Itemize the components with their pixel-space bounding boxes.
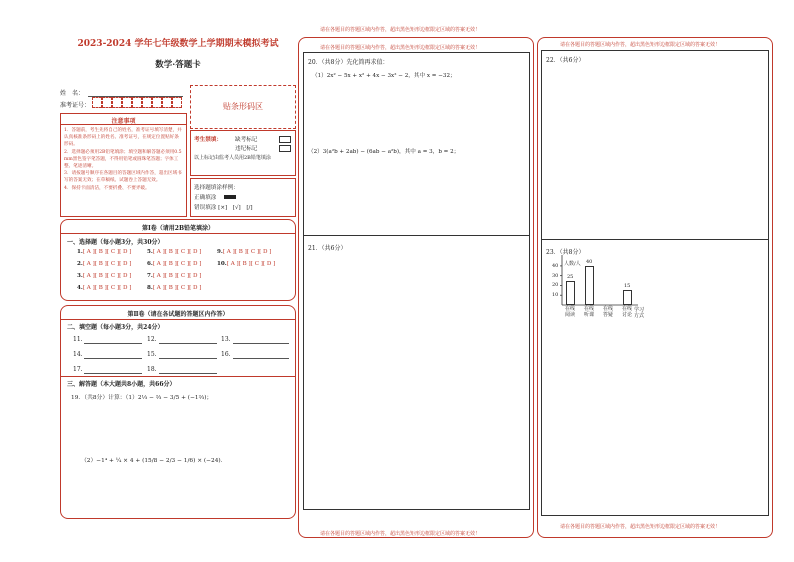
question-19-part-2: （2）−1⁴ + ¼ × 4 + (15/8 − 2/3 − 1/6) × (−24)． (81, 458, 227, 464)
choice-bubble[interactable]: [ C ] (106, 285, 120, 291)
answer-card-subtitle: 数学·答题卡 (155, 60, 201, 70)
absence-label: 考生禁填： (194, 137, 222, 143)
y-tick-label: 10 (552, 292, 559, 299)
choice-bubble[interactable]: [ A ] (152, 249, 165, 255)
fill-number: 12. (147, 336, 157, 343)
warning-text: 请在各题目的答题区域内作答，超出黑色矩形边框限定区域的答案无效！ (320, 531, 481, 537)
question-19: 19．（共8分）计算：（1）2⅓ − ⅔ − 3/5 + (−1⅔)； (71, 395, 213, 401)
category-label: 在线答疑 (603, 306, 614, 318)
fill-section-title: 二、填空题（每小题3分，共24分） (67, 324, 164, 331)
choice-bubble[interactable]: [ C ] (106, 249, 120, 255)
notice-item: 3．请按题号顺序在各题目的答题区域内作答，超出区域书写的答案无效；在草稿纸、试题卷上答题无效。 (64, 171, 182, 184)
choice-bubble[interactable]: [ C ] (106, 261, 120, 267)
part1-heading: 第Ⅰ卷（请用2B铅笔填涂） (141, 225, 215, 232)
chart-y-label: 人数/人 (564, 261, 581, 267)
choice-bubble[interactable]: [ C ] (106, 273, 120, 279)
violation-mark-label: 违纪标记 (235, 146, 258, 152)
warning-text: 请在各题目的答题区域内作答，超出黑色矩形边框限定区域的答案无效！ (560, 42, 721, 48)
choice-bubble[interactable]: [ D ] (119, 285, 132, 291)
question-23: 23．（共8分） (546, 249, 585, 256)
answer-area-20[interactable] (308, 83, 526, 233)
answer-area-19[interactable] (67, 406, 289, 514)
question-number: 3. (77, 273, 83, 279)
choice-bubble[interactable]: [ B ] (94, 249, 107, 255)
question-number: 4. (77, 285, 83, 291)
choice-bubble[interactable]: [ D ] (119, 261, 132, 267)
chart-bar (585, 266, 594, 305)
fill-answer-17[interactable] (84, 373, 142, 374)
correct-fill-label: 正确填涂 (194, 195, 217, 201)
data-label: 25 (567, 273, 574, 280)
choice-bubble[interactable]: [ D ] (262, 261, 276, 267)
part2-box (60, 305, 296, 519)
choice-section-title: 一、选择题（每小题3分，共30分） (67, 239, 164, 246)
notice-box (60, 113, 187, 217)
question-number: 8. (147, 285, 153, 291)
y-tick-label: 30 (552, 272, 559, 279)
choice-bubble[interactable]: [ B ] (164, 249, 177, 255)
fill-number: 16. (221, 351, 231, 358)
choice-bubble[interactable]: [ C ] (176, 249, 190, 255)
fill-example-title: 选择题填涂样例： (194, 185, 239, 191)
choice-bubble[interactable]: [ A ] (82, 261, 95, 267)
choice-bubble[interactable]: [ D ] (259, 249, 272, 255)
missing-mark-box[interactable] (279, 136, 291, 143)
question-20: 20．（共8分）先化简再求值： (308, 59, 389, 66)
choice-bubble[interactable]: [ A ] (226, 261, 239, 267)
question-number: 1. (77, 249, 83, 255)
choice-bubble[interactable]: [ B ] (164, 285, 177, 291)
fill-number: 14. (73, 351, 83, 358)
barcode-area (190, 85, 296, 129)
choice-bubble[interactable]: [ A ] (152, 273, 165, 279)
chart-x-label: 学习方式 (634, 307, 645, 319)
category-label: 在线阅读 (565, 306, 576, 318)
question-number: 10. (217, 261, 227, 267)
chart-bar (566, 281, 575, 305)
fill-example-box (190, 178, 296, 217)
choice-bubble[interactable]: [ C ] (176, 261, 190, 267)
chart-bar (623, 290, 632, 305)
answer-frame-20-21 (303, 52, 530, 510)
fill-number: 13. (221, 336, 231, 343)
question-22: 22．（共6分） (546, 57, 585, 64)
fill-answer-12[interactable] (159, 343, 217, 344)
notice-heading: 注意事项 (111, 118, 136, 125)
choice-bubble[interactable]: [ B ] (94, 285, 107, 291)
fill-answer-11[interactable] (84, 343, 142, 344)
answer-area-23[interactable] (546, 351, 764, 511)
fill-answer-18[interactable] (159, 373, 217, 374)
choice-bubble[interactable]: [ D ] (189, 273, 202, 279)
y-tick-label: 40 (552, 262, 559, 269)
fill-number: 17. (73, 366, 83, 373)
exam-id-boxes[interactable] (92, 97, 186, 108)
y-tick-label: 20 (552, 282, 559, 289)
fill-number: 18. (147, 366, 157, 373)
fill-answer-13[interactable] (233, 343, 289, 344)
choice-bubble[interactable]: [ D ] (189, 285, 202, 291)
choice-bubble[interactable]: [ A ] (222, 249, 235, 255)
choice-bubble[interactable]: [ B ] (164, 273, 177, 279)
question-number: 2. (77, 261, 83, 267)
exam-id-label: 准考证号： (60, 102, 91, 109)
notice-item: 4．保持卡面清洁，不要折叠、不要弄破。 (64, 185, 150, 191)
choice-row (77, 273, 131, 279)
fill-answer-15[interactable] (159, 358, 217, 359)
missing-mark-label: 缺考标记 (235, 137, 258, 143)
choice-row (147, 285, 201, 291)
choice-bubble[interactable]: [ A ] (152, 285, 165, 291)
correct-fill-sample (224, 195, 236, 199)
question-20-part-2: （2）3(a²b + 2ab) − (6ab − a²b)，其中 a = 3，b = 2； (308, 149, 460, 155)
warning-text: 请在各题目的答题区域内作答，超出黑色矩形边框限定区域的答案无效！ (320, 27, 481, 33)
choice-row (217, 249, 271, 255)
choice-row (77, 249, 131, 255)
choice-bubble[interactable]: [ C ] (176, 285, 190, 291)
data-label: 15 (624, 283, 631, 290)
choice-bubble[interactable]: [ B ] (234, 249, 247, 255)
fill-answer-14[interactable] (84, 358, 142, 359)
part1-box (60, 219, 296, 301)
warning-text: 请在各题目的答题区域内作答，超出黑色矩形边框限定区域的答案无效！ (560, 524, 721, 530)
question-number: 5. (147, 249, 153, 255)
page-title: 2023-2024 学年七年级数学上学期期末模拟考试 (77, 39, 279, 49)
barcode-area-label: 贴条形码区 (223, 102, 263, 111)
data-label: 40 (586, 258, 593, 265)
choice-bubble[interactable]: [ D ] (119, 249, 132, 255)
choice-bubble[interactable]: [ D ] (189, 249, 202, 255)
choice-bubble[interactable]: [ A ] (82, 273, 95, 279)
category-label: 在线听课 (584, 306, 595, 318)
part2-heading: 第Ⅱ卷（请在各试题的答题区内作答） (127, 311, 229, 318)
choice-row (217, 261, 275, 267)
choice-bubble[interactable]: [ C ] (246, 249, 260, 255)
fill-number: 15. (147, 351, 157, 358)
choice-bubble[interactable]: [ D ] (189, 261, 202, 267)
question-number: 7. (147, 273, 153, 279)
fill-answer-16[interactable] (233, 358, 289, 359)
notice-item: 1．答题前，考生先将自己的姓名，准考证号填写清楚，并认真核准条形码上的姓名、准考证号，在规定位置贴好条形码。 (64, 128, 182, 148)
question-number: 6. (147, 261, 153, 267)
choice-bubble[interactable]: [ A ] (82, 285, 95, 291)
choice-bubble[interactable]: [ C ] (176, 273, 190, 279)
choice-bubble[interactable]: [ A ] (152, 261, 165, 267)
absence-box (190, 130, 296, 176)
absence-note: 以上标记由监考人员用2B铅笔填涂 (194, 155, 271, 161)
choice-bubble[interactable]: [ B ] (94, 261, 107, 267)
choice-bubble[interactable]: [ B ] (238, 261, 251, 267)
answer-area-21[interactable] (308, 253, 526, 503)
answer-frame-22-23 (541, 50, 769, 516)
choice-bubble[interactable]: [ B ] (164, 261, 177, 267)
choice-row (77, 261, 131, 267)
choice-row (77, 285, 131, 291)
warning-text: 请在各题目的答题区域内作答，超出黑色矩形边框限定区域的答案无效！ (320, 45, 481, 51)
notice-item: 2．选择题必须用2B铅笔填涂；填空题和解答题必须用0.5 mm黑色签字笔答题，不得用铅笔或圆珠笔答题；字体工整、笔迹清晰。 (64, 149, 182, 170)
choice-bubble[interactable]: [ A ] (82, 249, 95, 255)
question-20-part-1: （1）2x² − 5x + x² + 4x − 3x² − 2，其中 x = −32； (312, 73, 456, 79)
choice-row (147, 273, 201, 279)
choice-bubble[interactable]: [ D ] (119, 273, 132, 279)
question-number: 9. (217, 249, 223, 255)
choice-row (147, 261, 201, 267)
solve-section-title: 三、解答题（本大题共8小题，共66分） (67, 381, 176, 388)
name-label: 姓 名： (60, 90, 85, 97)
choice-row (147, 249, 201, 255)
category-label: 在线讨论 (622, 306, 633, 318)
violation-mark-box[interactable] (279, 145, 291, 152)
wrong-fill-label: 错误填涂 [×] [√] [/] (194, 205, 253, 211)
choice-bubble[interactable]: [ B ] (94, 273, 107, 279)
fill-number: 11. (73, 336, 83, 343)
choice-bubble[interactable]: [ C ] (250, 261, 263, 267)
question-21: 21．（共6分） (308, 245, 347, 252)
